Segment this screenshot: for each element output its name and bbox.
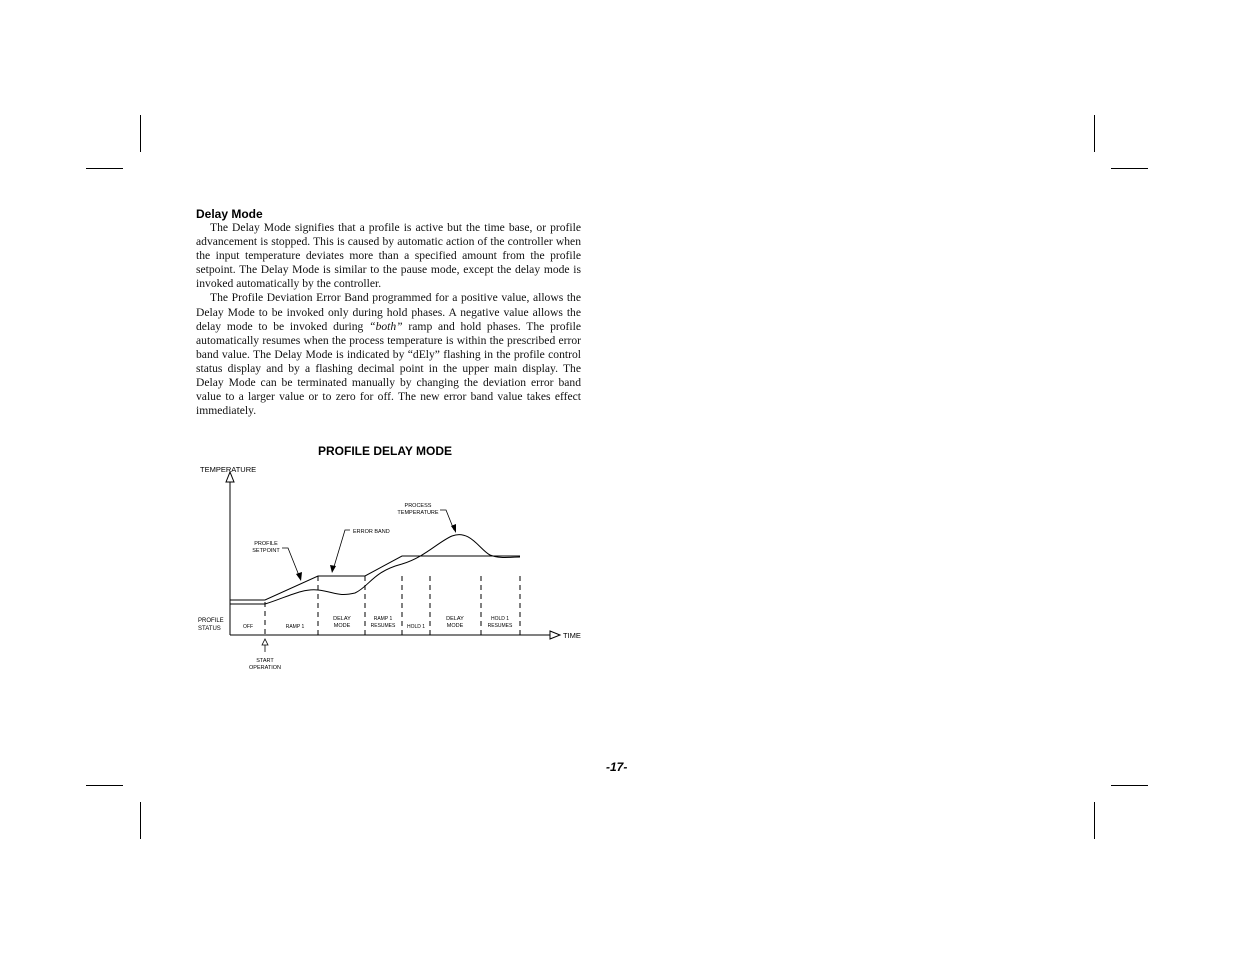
callout-process-temperature: TEMPERATURE xyxy=(397,510,439,516)
start-marker-arrow xyxy=(262,639,268,645)
phase-label-delay-mode: MODE xyxy=(333,623,351,629)
paragraph-2-emphasis: “both” xyxy=(369,319,403,333)
setpoint-curve xyxy=(230,556,520,600)
profile-delay-mode-diagram xyxy=(190,460,590,680)
body-text xyxy=(196,221,581,418)
figure-title: PROFILE DELAY MODE xyxy=(318,444,453,458)
crop-mark xyxy=(140,802,141,839)
phase-label-delay-mode: DELAY xyxy=(333,616,351,622)
callout-leader xyxy=(282,548,300,578)
paragraph-2-text-b: ramp and hold phases. The profile automatically resumes when the process temperature is within the prescribed error band value. The Delay Mode is indicated by “dEly” flashing in the profile control status display and by a flashing decimal point in the upper main display. The Delay Mode can be terminated manually by changing the deviation error band value to a larger value or to zero for off. The new error band value takes effect immediately. xyxy=(196,319,582,418)
status-label: STATUS xyxy=(198,626,221,632)
start-operation-label: START xyxy=(256,658,274,664)
crop-mark xyxy=(86,168,123,169)
callout-arrowhead xyxy=(330,565,336,573)
crop-mark xyxy=(1111,168,1148,169)
callout-profile-setpoint: SETPOINT xyxy=(252,548,280,554)
callout-profile-setpoint: PROFILE xyxy=(254,541,278,547)
phase-label-delay-mode: DELAY xyxy=(446,616,464,622)
phase-label-hold1-resumes: RESUMES xyxy=(487,623,513,629)
phase-label-delay-mode: MODE xyxy=(446,623,464,629)
crop-mark xyxy=(140,115,141,152)
status-label: PROFILE xyxy=(198,618,224,624)
paragraph-1-text: The Delay Mode signifies that a profile is active but the time base, or profile advancement is stopped. This is caused by automatic action of the controller when the input temperature deviates more than a specified amount from the profile setpoint. The Delay Mode is similar to the pause mode, except the delay mode is invoked automatically by the controller. xyxy=(196,221,581,291)
section-heading: Delay Mode xyxy=(196,207,263,221)
phase-label-hold1: HOLD 1 xyxy=(406,624,426,630)
callout-process-temperature: PROCESS xyxy=(404,503,432,509)
phase-label-ramp1-resumes: RESUMES xyxy=(370,623,396,629)
phase-label-off: OFF xyxy=(243,624,253,630)
start-operation-label: OPERATION xyxy=(249,665,281,671)
phase-label-ramp1-resumes: RAMP 1 xyxy=(373,616,393,622)
crop-mark xyxy=(1094,115,1095,152)
paragraph-2-text-a: The Profile Deviation Error Band programmed for a positive value, allows the Delay Mode to be invoked only during hold phases. A negative value allows the delay mode to be invoked during xyxy=(196,291,581,333)
callout-leader xyxy=(333,530,350,570)
paragraph-1 xyxy=(196,221,581,291)
page-number: -17- xyxy=(606,760,628,774)
y-axis-label: TEMPERATURE xyxy=(200,465,257,474)
phase-label-ramp1: RAMP 1 xyxy=(285,624,305,630)
crop-mark xyxy=(1111,785,1148,786)
x-axis-arrow xyxy=(550,631,560,639)
phase-label-hold1-resumes: HOLD 1 xyxy=(490,616,510,622)
paragraph-2 xyxy=(196,291,581,418)
crop-mark xyxy=(86,785,123,786)
callout-error-band: ERROR BAND xyxy=(353,529,390,535)
crop-mark xyxy=(1094,802,1095,839)
callout-arrowhead xyxy=(296,572,302,581)
x-axis-label: TIME xyxy=(563,631,581,640)
